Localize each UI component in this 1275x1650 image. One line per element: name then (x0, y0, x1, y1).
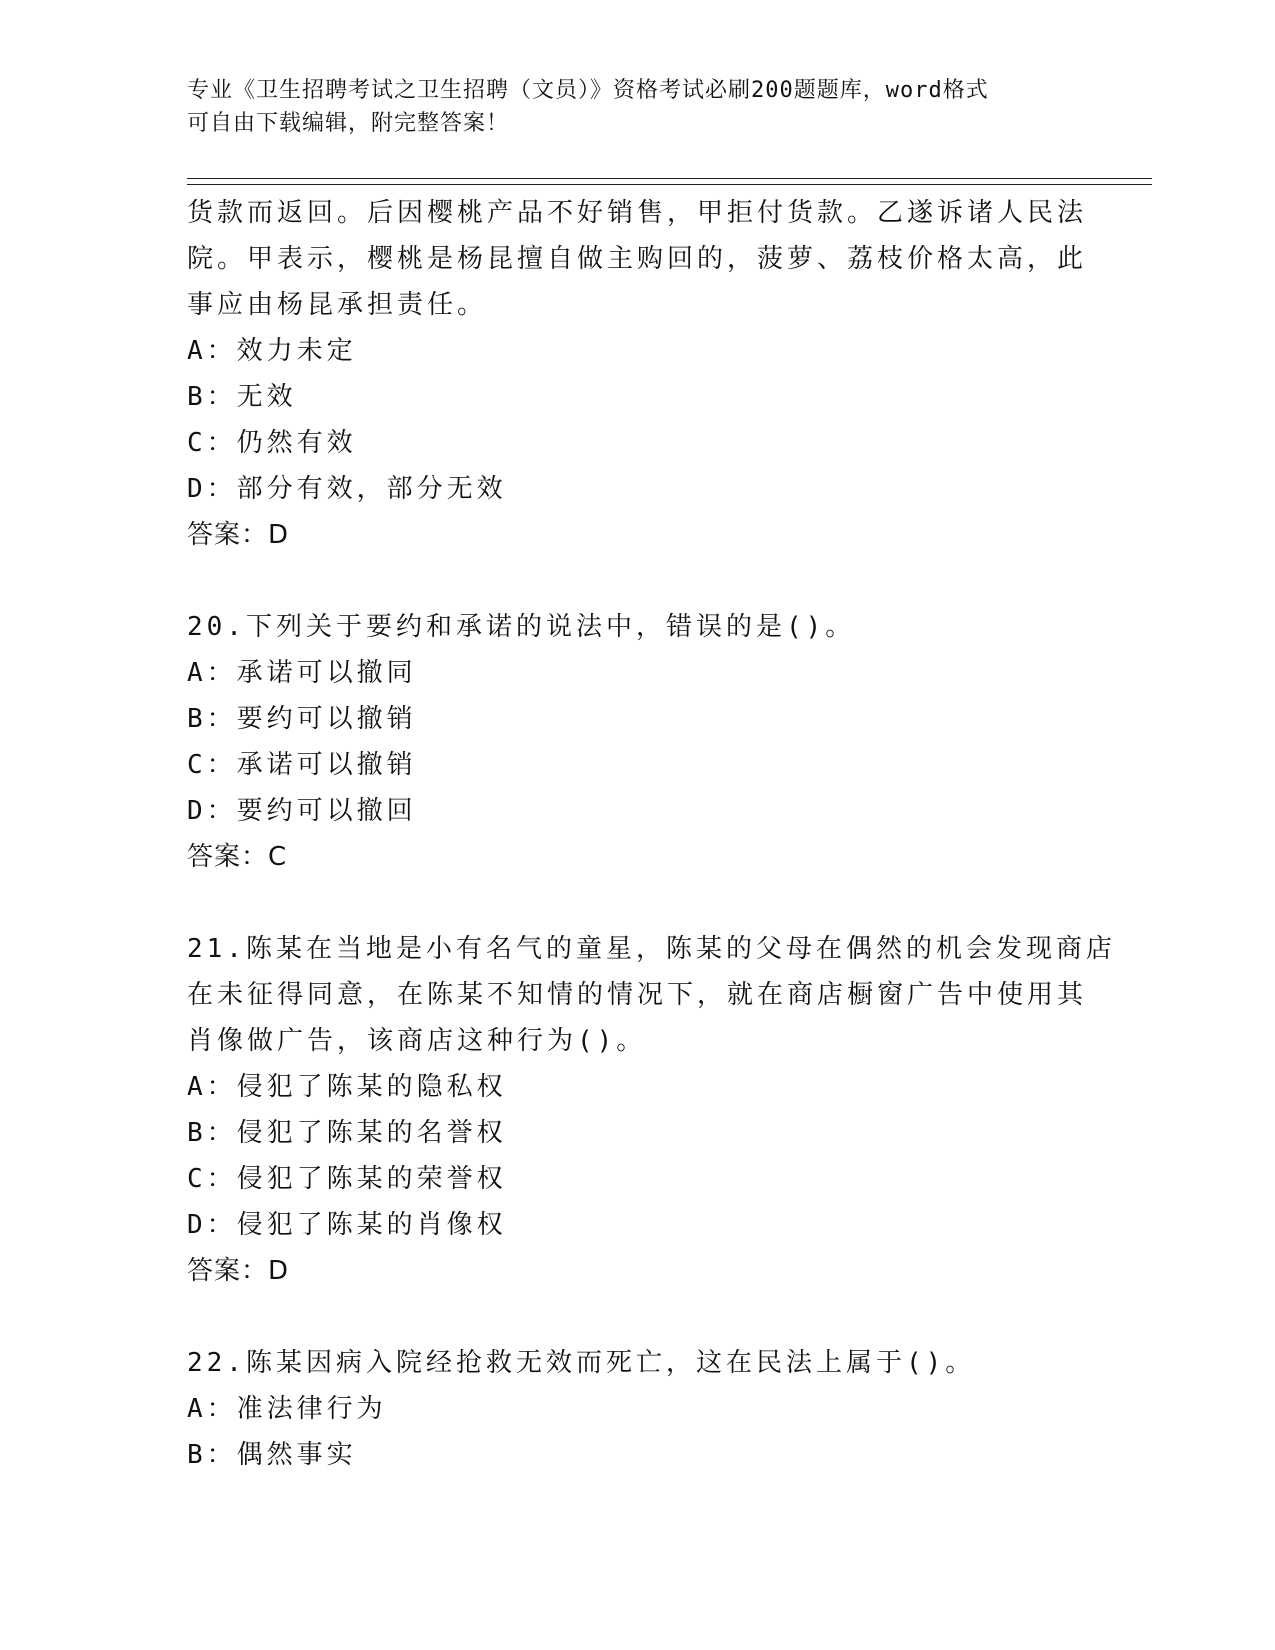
question-continued (187, 190, 1087, 558)
option-a: A：效力未定 (187, 336, 357, 366)
option-a: A：承诺可以撤同 (187, 658, 417, 688)
stem-line: 20.下列关于要约和承诺的说法中，错误的是()。 (187, 612, 856, 642)
answer-line: 答案：D (187, 1256, 290, 1286)
option-c: C：承诺可以撤销 (187, 750, 417, 780)
option-a: A：侵犯了陈某的隐私权 (187, 1072, 507, 1102)
option-d: D：要约可以撤回 (187, 796, 417, 826)
question-stem (187, 604, 1087, 650)
option-d: D：部分有效，部分无效 (187, 474, 507, 504)
question-22 (187, 1340, 1087, 1478)
option-b: B：要约可以撤销 (187, 704, 417, 734)
header-title-line-2: 可自由下载编辑，附完整答案！ (187, 111, 510, 136)
spacer (187, 558, 1087, 604)
stem-line: 在未征得同意，在陈某不知情的情况下，就在商店橱窗广告中使用其 (187, 980, 1088, 1010)
question-stem (187, 1340, 1087, 1386)
option-a: A：准法律行为 (187, 1394, 387, 1424)
option-d: D：侵犯了陈某的肖像权 (187, 1210, 507, 1240)
question-stem (187, 926, 1116, 1064)
option-c: C：仍然有效 (187, 428, 357, 458)
question-stem (187, 190, 1087, 328)
option-b: B：侵犯了陈某的名誉权 (187, 1118, 507, 1148)
page-header (187, 74, 1067, 140)
stem-line: 肖像做广告，该商店这种行为()。 (187, 1026, 647, 1056)
stem-line: 院。甲表示，樱桃是杨昆擅自做主购回的，菠萝、荔枝价格太高，此 (187, 244, 1088, 274)
spacer (187, 1294, 1087, 1340)
spacer (187, 880, 1087, 926)
answer-line: 答案：C (187, 842, 288, 872)
question-20 (187, 604, 1087, 880)
stem-line: 22.陈某因病入院经抢救无效而死亡，这在民法上属于()。 (187, 1348, 976, 1378)
option-b: B：无效 (187, 382, 297, 412)
stem-line: 货款而返回。后因樱桃产品不好销售，甲拒付货款。乙遂诉诸人民法 (187, 198, 1088, 228)
stem-line: 事应由杨昆承担责任。 (187, 290, 488, 320)
document-body (187, 190, 1116, 1478)
header-divider-top (187, 178, 1152, 179)
answer-line: 答案：D (187, 520, 290, 550)
question-21 (187, 926, 1116, 1294)
option-b: B：偶然事实 (187, 1440, 357, 1470)
header-divider-bottom (187, 184, 1152, 185)
header-title-line-1: 专业《卫生招聘考试之卫生招聘（文员）》资格考试必刷200题题库，word格式 (187, 78, 989, 103)
stem-line: 21.陈某在当地是小有名气的童星，陈某的父母在偶然的机会发现商店 (187, 934, 1116, 964)
option-c: C：侵犯了陈某的荣誉权 (187, 1164, 507, 1194)
